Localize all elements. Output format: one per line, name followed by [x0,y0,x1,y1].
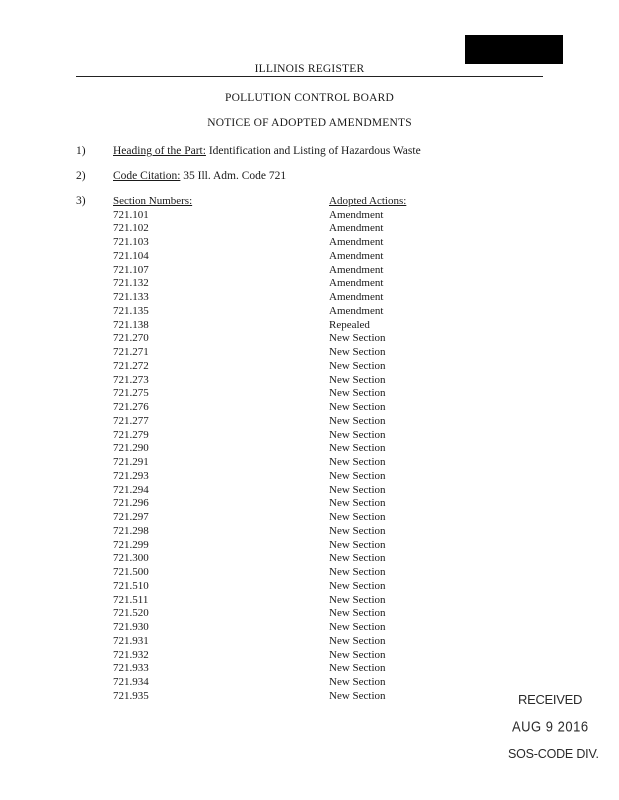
adopted-action: New Section [329,387,386,400]
section-number: 721.279 [113,428,149,441]
adopted-action: New Section [329,552,386,565]
adopted-action: New Section [329,497,386,510]
adopted-action: New Section [329,524,386,537]
adopted-action: New Section [329,332,386,345]
table-row [113,319,433,333]
section-number: 721.291 [113,456,149,469]
adopted-action: New Section [329,442,386,455]
table-row [113,332,433,346]
section-number: 721.102 [113,222,149,235]
table-row [113,676,433,690]
section-number: 721.273 [113,373,149,386]
section-number: 721.934 [113,676,149,689]
adopted-action: Amendment [329,277,384,290]
section-number: 721.294 [113,483,149,496]
section-number: 721.520 [113,607,149,620]
table-row [113,374,433,388]
table-row [113,566,433,580]
adopted-action: New Section [329,648,386,661]
section-number: 721.107 [113,263,149,276]
table-row [113,346,433,360]
table-row [113,497,433,511]
section-number: 721.277 [113,414,149,427]
section-number: 721.272 [113,359,149,372]
table-row [113,580,433,594]
table-row [113,415,433,429]
section-number: 721.933 [113,662,149,675]
section-number: 721.500 [113,566,149,579]
table-row [113,511,433,525]
adopted-action: Amendment [329,263,384,276]
item-2-citation [113,170,286,182]
adopted-action: Amendment [329,222,384,235]
adopted-action: New Section [329,607,386,620]
adopted-action: New Section [329,456,386,469]
section-number: 721.510 [113,579,149,592]
item-1-number: 1) [76,145,86,157]
adopted-action: New Section [329,662,386,675]
adopted-action: New Section [329,359,386,372]
table-row [113,539,433,553]
table-row [113,552,433,566]
table-row [113,662,433,676]
adopted-action: New Section [329,428,386,441]
table-row [113,222,433,236]
section-number: 721.290 [113,442,149,455]
board-name: POLLUTION CONTROL BOARD [224,92,394,104]
section-number: 721.104 [113,249,149,262]
received-division: SOS-CODE DIV. [508,747,599,761]
adopted-action: New Section [329,469,386,482]
adopted-action: Amendment [329,304,384,317]
adopted-action: New Section [329,483,386,496]
table-row [113,621,433,635]
adopted-action: New Section [329,511,386,524]
section-number: 721.930 [113,621,149,634]
item-1-label: Heading of the Part: [113,145,206,157]
table-row [113,250,433,264]
table-header [113,195,433,209]
adopted-action: New Section [329,634,386,647]
section-number: 721.299 [113,538,149,551]
table-row [113,429,433,443]
table-body [113,209,433,704]
section-number: 721.271 [113,346,149,359]
sections-table [113,195,433,704]
adopted-action: New Section [329,579,386,592]
adopted-action: New Section [329,621,386,634]
section-number: 721.132 [113,277,149,290]
item-1-value: Identification and Listing of Hazardous Waste [208,145,421,157]
adopted-action: New Section [329,346,386,359]
table-row [113,470,433,484]
table-row [113,401,433,415]
section-number: 721.103 [113,236,149,249]
table-row [113,236,433,250]
notice-title: NOTICE OF ADOPTED AMENDMENTS [207,117,412,129]
section-number: 721.298 [113,524,149,537]
register-title: ILLINOIS REGISTER [254,63,365,75]
section-number: 721.293 [113,469,149,482]
received-stamp: RECEIVED [518,692,583,707]
adopted-action: New Section [329,676,386,689]
header-rule [76,76,543,77]
item-2-label: Code Citation: [113,170,181,182]
section-number: 721.101 [113,208,149,221]
section-number: 721.935 [113,689,149,702]
section-number: 721.931 [113,634,149,647]
item-2-number: 2) [76,170,86,182]
table-row [113,690,433,704]
section-number: 721.511 [113,593,149,606]
table-row [113,525,433,539]
section-numbers-header: Section Numbers: [113,195,193,207]
table-row [113,649,433,663]
item-2-value: 35 Ill. Adm. Code 721 [183,170,287,182]
adopted-action: New Section [329,689,386,702]
section-number: 721.297 [113,511,149,524]
adopted-action: Amendment [329,249,384,262]
table-row [113,456,433,470]
section-number: 721.275 [113,387,149,400]
section-number: 721.133 [113,291,149,304]
item-3-number: 3) [76,195,86,207]
table-row [113,635,433,649]
adopted-action: Amendment [329,236,384,249]
adopted-action: New Section [329,538,386,551]
table-row [113,607,433,621]
adopted-action: New Section [329,566,386,579]
section-number: 721.932 [113,648,149,661]
table-row [113,291,433,305]
table-row [113,594,433,608]
redaction-box [465,35,563,64]
section-number: 721.138 [113,318,149,331]
table-row [113,264,433,278]
received-date: AUG 9 2016 [512,717,589,736]
adopted-actions-header: Adopted Actions: [329,195,407,207]
section-number: 721.270 [113,332,149,345]
adopted-action: New Section [329,401,386,414]
section-number: 721.296 [113,497,149,510]
table-row [113,387,433,401]
table-row [113,277,433,291]
adopted-action: Amendment [329,208,384,221]
adopted-action: New Section [329,373,386,386]
section-number: 721.276 [113,401,149,414]
table-row [113,209,433,223]
section-number: 721.135 [113,304,149,317]
adopted-action: Repealed [329,318,370,331]
table-row [113,360,433,374]
adopted-action: New Section [329,593,386,606]
section-number: 721.300 [113,552,149,565]
table-row [113,305,433,319]
table-row [113,442,433,456]
adopted-action: Amendment [329,291,384,304]
item-1-heading [113,145,421,157]
table-row [113,484,433,498]
adopted-action: New Section [329,414,386,427]
